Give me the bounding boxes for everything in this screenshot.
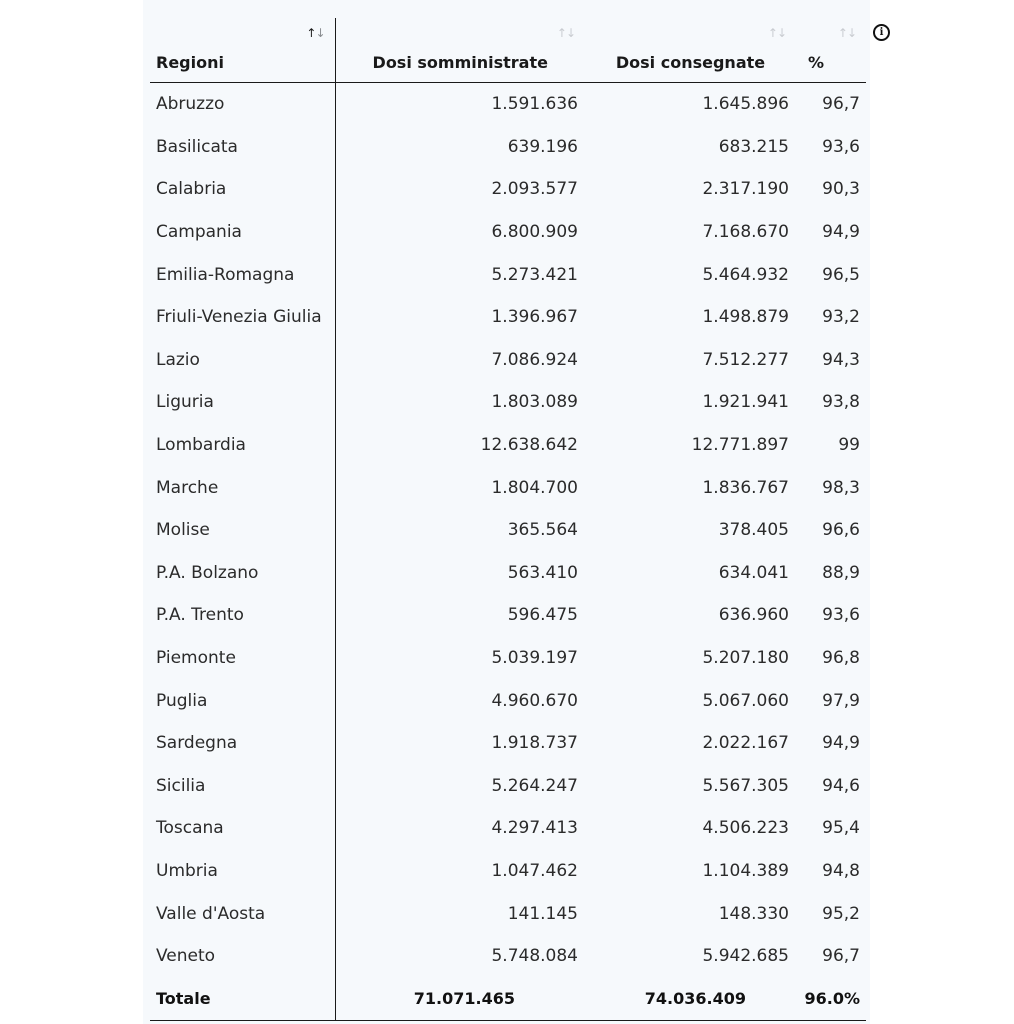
table-row: [150, 168, 866, 211]
table-row: [150, 424, 866, 467]
cell-dosi-somministrate: 563.410: [507, 562, 578, 583]
column-header-label: %: [808, 53, 825, 72]
cell-percent: 94,8: [822, 860, 860, 881]
cell-percent: 94,3: [822, 349, 860, 370]
cell-dosi-somministrate: 596.475: [507, 605, 578, 626]
cell-dosi-consegnate: 148.330: [718, 903, 789, 924]
cell-dosi-somministrate: 1.396.967: [491, 307, 578, 328]
table-row: [150, 126, 866, 169]
cell-region: Piemonte: [150, 637, 335, 680]
cell-region: Calabria: [150, 168, 335, 211]
cell-percent: 93,8: [822, 392, 860, 413]
cell-dosi-somministrate: 1.803.089: [491, 392, 578, 413]
sort-arrows-icon[interactable]: ↑↓: [837, 26, 856, 40]
cell-percent: 94,9: [822, 222, 860, 243]
column-header-label: Dosi somministrate: [372, 53, 548, 72]
table-row: [150, 253, 866, 296]
cell-percent: 96,8: [822, 648, 860, 669]
cell-dosi-consegnate: 12.771.897: [691, 435, 789, 456]
cell-percent: 94,6: [822, 775, 860, 796]
cell-dosi-consegnate: 378.405: [718, 520, 789, 541]
table-row: [150, 892, 866, 935]
vaccine-doses-table: [150, 18, 866, 1021]
cell-dosi-somministrate: 5.748.084: [491, 946, 578, 967]
cell-percent: 96,5: [822, 264, 860, 285]
cell-region: Veneto: [150, 935, 335, 978]
table-row: [150, 765, 866, 808]
cell-dosi-somministrate: 1.918.737: [491, 733, 578, 754]
table-row: [150, 637, 866, 680]
cell-dosi-consegnate: 2.317.190: [702, 179, 789, 200]
table-row: [150, 935, 866, 978]
cell-dosi-consegnate: 5.567.305: [702, 775, 789, 796]
sort-arrows-icon[interactable]: ↑↓: [306, 26, 325, 40]
cell-percent: 96,7: [822, 94, 860, 115]
cell-region: Puglia: [150, 679, 335, 722]
cell-dosi-consegnate: 1.921.941: [702, 392, 789, 413]
cell-dosi-somministrate: 4.297.413: [491, 818, 578, 839]
cell-dosi-consegnate: 634.041: [718, 562, 789, 583]
cell-dosi-somministrate: 141.145: [507, 903, 578, 924]
cell-dosi-somministrate: 2.093.577: [491, 179, 578, 200]
column-header-label: Dosi consegnate: [615, 53, 766, 72]
cell-dosi-somministrate: 4.960.670: [491, 690, 578, 711]
cell-dosi-somministrate: 5.264.247: [491, 775, 578, 796]
cell-dosi-somministrate: 6.800.909: [491, 222, 578, 243]
table-row: [150, 679, 866, 722]
table-row: [150, 850, 866, 893]
cell-dosi-consegnate: 1.104.389: [702, 860, 789, 881]
cell-region: Sicilia: [150, 765, 335, 808]
column-header-dosi-consegnate[interactable]: [585, 18, 796, 83]
cell-dosi-somministrate: 5.039.197: [491, 648, 578, 669]
cell-dosi-somministrate: 365.564: [507, 520, 578, 541]
cell-dosi-somministrate: 1.804.700: [491, 477, 578, 498]
cell-region: Lombardia: [150, 424, 335, 467]
cell-dosi-consegnate: 5.464.932: [702, 264, 789, 285]
cell-percent: 90,3: [822, 179, 860, 200]
cell-dosi-consegnate: 5.207.180: [702, 648, 789, 669]
sort-arrows-icon[interactable]: ↑↓: [767, 26, 786, 40]
column-header-regioni[interactable]: [150, 18, 335, 83]
cell-percent: 96,7: [822, 946, 860, 967]
cell-region: Basilicata: [150, 126, 335, 169]
sort-arrows-icon[interactable]: ↑↓: [556, 26, 575, 40]
cell-dosi-somministrate: 1.591.636: [491, 94, 578, 115]
cell-dosi-somministrate: 7.086.924: [491, 349, 578, 370]
cell-region: Marche: [150, 466, 335, 509]
cell-region: P.A. Trento: [150, 594, 335, 637]
table-body: [150, 83, 866, 1021]
total-dosi-somministrate: 71.071.465: [335, 977, 585, 1020]
total-percent: 96.0%: [796, 977, 866, 1020]
cell-region: Sardegna: [150, 722, 335, 765]
table-row: [150, 83, 866, 126]
cell-dosi-consegnate: 4.506.223: [702, 818, 789, 839]
column-header-dosi-somministrate[interactable]: [335, 18, 585, 83]
cell-region: Lazio: [150, 339, 335, 382]
cell-region: Umbria: [150, 850, 335, 893]
cell-percent: 98,3: [822, 477, 860, 498]
cell-region: Emilia-Romagna: [150, 253, 335, 296]
cell-percent: 96,6: [822, 520, 860, 541]
total-row: [150, 977, 866, 1020]
table-row: [150, 296, 866, 339]
cell-dosi-somministrate: 5.273.421: [491, 264, 578, 285]
table-row: [150, 509, 866, 552]
table-row: [150, 552, 866, 595]
info-icon-glyph: i: [879, 26, 884, 38]
cell-dosi-consegnate: 1.498.879: [702, 307, 789, 328]
table-row: [150, 211, 866, 254]
table-header: [150, 18, 866, 83]
cell-percent: 93,2: [822, 307, 860, 328]
table-row: [150, 722, 866, 765]
cell-dosi-consegnate: 7.512.277: [702, 349, 789, 370]
cell-dosi-consegnate: 7.168.670: [702, 222, 789, 243]
cell-percent: 93,6: [822, 605, 860, 626]
cell-dosi-consegnate: 636.960: [718, 605, 789, 626]
cell-region: Valle d'Aosta: [150, 892, 335, 935]
cell-dosi-consegnate: 1.645.896: [702, 94, 789, 115]
vaccine-doses-table-container: [150, 18, 866, 1021]
table-row: [150, 807, 866, 850]
cell-percent: 99: [838, 435, 860, 456]
column-header-label: Regioni: [156, 53, 224, 72]
total-dosi-consegnate: 74.036.409: [585, 977, 796, 1020]
cell-percent: 94,9: [822, 733, 860, 754]
header-row: [150, 18, 866, 83]
cell-dosi-consegnate: 2.022.167: [702, 733, 789, 754]
table-row: [150, 466, 866, 509]
cell-percent: 88,9: [822, 562, 860, 583]
cell-dosi-somministrate: 639.196: [507, 136, 578, 157]
cell-percent: 93,6: [822, 136, 860, 157]
info-icon[interactable]: [873, 24, 890, 41]
total-label: Totale: [150, 977, 335, 1020]
cell-region: Liguria: [150, 381, 335, 424]
table-row: [150, 381, 866, 424]
table-row: [150, 339, 866, 382]
cell-region: P.A. Bolzano: [150, 552, 335, 595]
cell-dosi-consegnate: 683.215: [718, 136, 789, 157]
cell-dosi-consegnate: 5.942.685: [702, 946, 789, 967]
cell-region: Molise: [150, 509, 335, 552]
cell-region: Toscana: [150, 807, 335, 850]
cell-region: Abruzzo: [150, 83, 335, 126]
cell-percent: 97,9: [822, 690, 860, 711]
cell-dosi-consegnate: 1.836.767: [702, 477, 789, 498]
cell-dosi-somministrate: 12.638.642: [480, 435, 578, 456]
cell-region: Campania: [150, 211, 335, 254]
table-row: [150, 594, 866, 637]
cell-region: Friuli-Venezia Giulia: [150, 296, 335, 339]
cell-dosi-consegnate: 5.067.060: [702, 690, 789, 711]
cell-percent: 95,4: [822, 818, 860, 839]
cell-percent: 95,2: [822, 903, 860, 924]
column-header-percent[interactable]: [796, 18, 866, 83]
cell-dosi-somministrate: 1.047.462: [491, 860, 578, 881]
